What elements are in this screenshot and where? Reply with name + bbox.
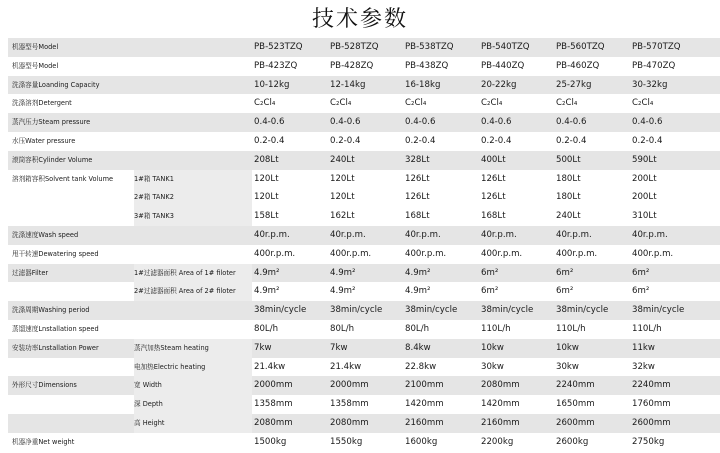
spec-value: 400r.p.m. [254, 248, 296, 259]
spec-value: 0.2-0.4 [405, 135, 436, 146]
spec-value: 0.4-0.6 [481, 117, 512, 128]
spec-value: 10kw [556, 342, 579, 353]
spec-value: 590Lt [632, 154, 657, 165]
spec-value: 40r.p.m. [330, 229, 366, 240]
spec-value: 6m² [632, 286, 650, 297]
spec-value: 6m² [632, 267, 650, 278]
spec-value: 1500kg [254, 436, 287, 447]
row-label: 机器型号Model [12, 43, 59, 51]
spec-value: 2080mm [330, 417, 369, 428]
row-sublabel: 宽 Width [134, 376, 252, 395]
spec-value: 0.2-0.4 [330, 135, 361, 146]
spec-value: 1650mm [556, 399, 595, 410]
spec-value: PB-538TZQ [405, 42, 454, 52]
spec-value: 40r.p.m. [556, 229, 592, 240]
spec-value: 120Lt [254, 173, 279, 184]
spec-value: 400Lt [481, 154, 506, 165]
spec-value: 40r.p.m. [405, 229, 441, 240]
spec-value: 120Lt [330, 192, 355, 203]
spec-value: 1358mm [254, 399, 293, 410]
spec-value: 30kw [556, 361, 579, 372]
spec-value: 2750kg [632, 436, 665, 447]
spec-value: 6m² [556, 267, 574, 278]
spec-value: 38min/cycle [405, 305, 458, 316]
spec-value: 2600kg [556, 436, 589, 447]
spec-value: 38min/cycle [481, 305, 534, 316]
spec-value: 80L/h [405, 323, 430, 334]
spec-value: 4.9m² [330, 286, 356, 297]
spec-value: 12-14kg [330, 79, 366, 90]
spec-value: PB-528TZQ [330, 42, 379, 52]
spec-value: 7kw [254, 342, 272, 353]
row-sublabel [134, 151, 252, 170]
row-sublabel [134, 245, 252, 264]
spec-row [8, 113, 720, 132]
row-label: 洗涤速度Wash speed [12, 230, 79, 239]
spec-value: 0.4-0.6 [330, 117, 361, 128]
spec-value: 40r.p.m. [481, 229, 517, 240]
row-sublabel: 1#箱 TANK1 [134, 170, 252, 189]
spec-value: 168Lt [405, 211, 430, 222]
row-label [12, 395, 130, 414]
spec-value: C₂Cl₄ [556, 98, 578, 109]
row-label: 安装功率Lnstallation Power [12, 343, 99, 352]
spec-value: 0.2-0.4 [556, 135, 587, 146]
spec-row [8, 264, 720, 283]
spec-value: 11kw [632, 342, 655, 353]
spec-row [8, 376, 720, 395]
spec-row [8, 94, 720, 113]
spec-row [8, 339, 720, 358]
spec-value: 4.9m² [254, 286, 280, 297]
spec-value: PB-428ZQ [330, 60, 374, 71]
spec-value: 2200kg [481, 436, 514, 447]
row-label: 洗涤溶剂Detergent [12, 99, 72, 108]
spec-value: 400r.p.m. [556, 248, 598, 259]
spec-value: 110L/h [556, 323, 586, 334]
spec-value: 80L/h [330, 323, 355, 334]
spec-value: 2160mm [481, 417, 520, 428]
spec-value: 4.9m² [405, 267, 431, 278]
spec-row [8, 76, 720, 95]
spec-value: 2600mm [632, 417, 671, 428]
spec-row [8, 151, 720, 170]
spec-value: 38min/cycle [330, 305, 383, 316]
spec-value: 0.4-0.6 [632, 117, 663, 128]
spec-value: 7kw [330, 342, 348, 353]
spec-row [8, 57, 720, 76]
spec-row [8, 245, 720, 264]
spec-value: C₂Cl₄ [254, 98, 276, 109]
spec-value: 2000mm [330, 380, 369, 391]
spec-value: 400r.p.m. [632, 248, 674, 259]
spec-row [8, 301, 720, 320]
spec-value: 38min/cycle [556, 305, 609, 316]
spec-value: 2080mm [254, 417, 293, 428]
row-label: 外形尺寸Dimensions [12, 381, 77, 390]
page-title: 技术参数 [311, 7, 408, 32]
spec-row [8, 188, 720, 207]
row-sublabel [134, 433, 252, 452]
spec-value: 126Lt [405, 173, 430, 184]
spec-row [8, 132, 720, 151]
spec-value: 2080mm [481, 380, 520, 391]
spec-value: 1550kg [330, 436, 363, 447]
spec-value: 4.9m² [330, 267, 356, 278]
spec-value: 158Lt [254, 211, 279, 222]
row-label [12, 414, 130, 433]
spec-value: 208Lt [254, 154, 279, 165]
spec-value: 10-12kg [254, 79, 290, 90]
spec-value: 1600kg [405, 436, 438, 447]
spec-value: 0.2-0.4 [481, 135, 512, 146]
spec-value: PB-438ZQ [405, 60, 449, 71]
spec-row [8, 414, 720, 433]
spec-value: 2600mm [556, 417, 595, 428]
spec-value: 2000mm [254, 380, 293, 391]
spec-value: 25-27kg [556, 79, 592, 90]
spec-value: PB-440ZQ [481, 60, 525, 71]
row-sublabel [134, 113, 252, 132]
spec-value: 1420mm [405, 399, 444, 410]
row-sublabel: 深 Depth [134, 395, 252, 414]
spec-value: 40r.p.m. [254, 229, 290, 240]
row-label: 蒸汽压力Steam pressure [12, 118, 91, 127]
spec-value: PB-560TZQ [556, 42, 605, 52]
row-sublabel [134, 226, 252, 245]
spec-row [8, 282, 720, 301]
spec-value: 240Lt [330, 154, 355, 165]
row-sublabel [134, 76, 252, 95]
row-label: 蒸馏速度Lnstallation speed [12, 324, 99, 333]
row-label [12, 358, 130, 377]
spec-row [8, 320, 720, 339]
spec-value: C₂Cl₄ [481, 98, 503, 109]
spec-value: 0.4-0.6 [405, 117, 436, 128]
spec-row [8, 170, 720, 189]
row-label: 机器型号Model [12, 61, 59, 70]
row-label [12, 188, 130, 207]
spec-value: 200Lt [632, 173, 657, 184]
row-sublabel [134, 320, 252, 339]
row-sublabel: 电加热Electric heating [134, 358, 252, 377]
spec-value: 30kw [481, 361, 504, 372]
spec-value: 126Lt [481, 173, 506, 184]
row-sublabel [134, 94, 252, 113]
spec-value: 2240mm [556, 380, 595, 391]
spec-value: 16-18kg [405, 79, 441, 90]
row-label: 洗涤周期Washing period [12, 306, 90, 315]
spec-value: 240Lt [556, 211, 581, 222]
spec-value: 80L/h [254, 323, 279, 334]
spec-value: 328Lt [405, 154, 430, 165]
spec-value: 38min/cycle [254, 305, 307, 316]
spec-value: 32kw [632, 361, 655, 372]
row-sublabel: 高 Height [134, 414, 252, 433]
spec-value: 180Lt [556, 173, 581, 184]
spec-value: 120Lt [254, 192, 279, 203]
spec-value: 400r.p.m. [481, 248, 523, 259]
spec-value: 2100mm [405, 380, 444, 391]
spec-value: 400r.p.m. [330, 248, 372, 259]
row-label: 洗涤容量Loanding Capacity [12, 80, 100, 89]
spec-value: 40r.p.m. [632, 229, 668, 240]
spec-value: PB-423ZQ [254, 60, 298, 71]
spec-row [8, 38, 720, 57]
spec-value: 22.8kw [405, 361, 437, 372]
spec-value: 310Lt [632, 211, 657, 222]
spec-value: PB-570TZQ [632, 42, 681, 52]
row-label [12, 282, 130, 301]
spec-value: 21.4kw [254, 361, 286, 372]
spec-value: C₂Cl₄ [405, 98, 427, 109]
spec-value: 30-32kg [632, 79, 668, 90]
spec-value: 1420mm [481, 399, 520, 410]
row-sublabel [134, 38, 252, 57]
row-label: 甩干转速Dewatering speed [12, 249, 99, 258]
spec-value: 168Lt [481, 211, 506, 222]
spec-value: 0.4-0.6 [254, 117, 285, 128]
spec-value: 6m² [481, 267, 499, 278]
row-label: 机器净重Net weight [12, 437, 75, 446]
spec-value: 110L/h [632, 323, 662, 334]
spec-value: 4.9m² [254, 267, 280, 278]
row-sublabel: 2#箱 TANK2 [134, 188, 252, 207]
spec-value: 0.2-0.4 [632, 135, 663, 146]
row-label: 过滤器Filter [12, 268, 49, 277]
row-sublabel: 1#过滤器面积 Area of 1# filoter [134, 264, 252, 283]
spec-table [8, 38, 720, 452]
spec-value: PB-470ZQ [632, 60, 676, 71]
spec-value: 8.4kw [405, 342, 431, 353]
row-label: 水压Water pressure [12, 136, 76, 145]
row-sublabel [134, 301, 252, 320]
spec-row [8, 395, 720, 414]
spec-row [8, 226, 720, 245]
spec-value: 180Lt [556, 192, 581, 203]
spec-value: PB-540TZQ [481, 42, 530, 52]
spec-value: 6m² [481, 286, 499, 297]
spec-value: 126Lt [405, 192, 430, 203]
spec-value: 38min/cycle [632, 305, 685, 316]
spec-value: 1760mm [632, 399, 671, 410]
spec-value: 126Lt [481, 192, 506, 203]
spec-value: PB-460ZQ [556, 60, 600, 71]
spec-value: 2240mm [632, 380, 671, 391]
row-label [12, 207, 130, 226]
spec-value: 20-22kg [481, 79, 517, 90]
spec-value: 21.4kw [330, 361, 362, 372]
row-sublabel: 蒸汽加热Steam heating [134, 339, 252, 358]
row-sublabel: 2#过滤器面积 Area of 2# filoter [134, 282, 252, 301]
row-sublabel [134, 132, 252, 151]
spec-value: 2160mm [405, 417, 444, 428]
row-label: 滚筒容积Cylinder Volume [12, 155, 93, 164]
spec-value: 120Lt [330, 173, 355, 184]
spec-row [8, 433, 720, 452]
spec-value: C₂Cl₄ [632, 98, 654, 109]
spec-value: 500Lt [556, 154, 581, 165]
spec-value: 10kw [481, 342, 504, 353]
row-sublabel: 3#箱 TANK3 [134, 207, 252, 226]
spec-value: 0.2-0.4 [254, 135, 285, 146]
spec-value: 4.9m² [405, 286, 431, 297]
spec-value: 200Lt [632, 192, 657, 203]
spec-value: 1358mm [330, 399, 369, 410]
spec-value: PB-523TZQ [254, 42, 303, 52]
spec-row [8, 358, 720, 377]
spec-value: 0.4-0.6 [556, 117, 587, 128]
row-label: 溶剂箱容积Solvent tank Volume [12, 174, 114, 183]
spec-value: 6m² [556, 286, 574, 297]
spec-value: 110L/h [481, 323, 511, 334]
spec-value: 162Lt [330, 211, 355, 222]
row-sublabel [134, 57, 252, 76]
spec-row [8, 207, 720, 226]
spec-value: C₂Cl₄ [330, 98, 352, 109]
spec-value: 400r.p.m. [405, 248, 447, 259]
